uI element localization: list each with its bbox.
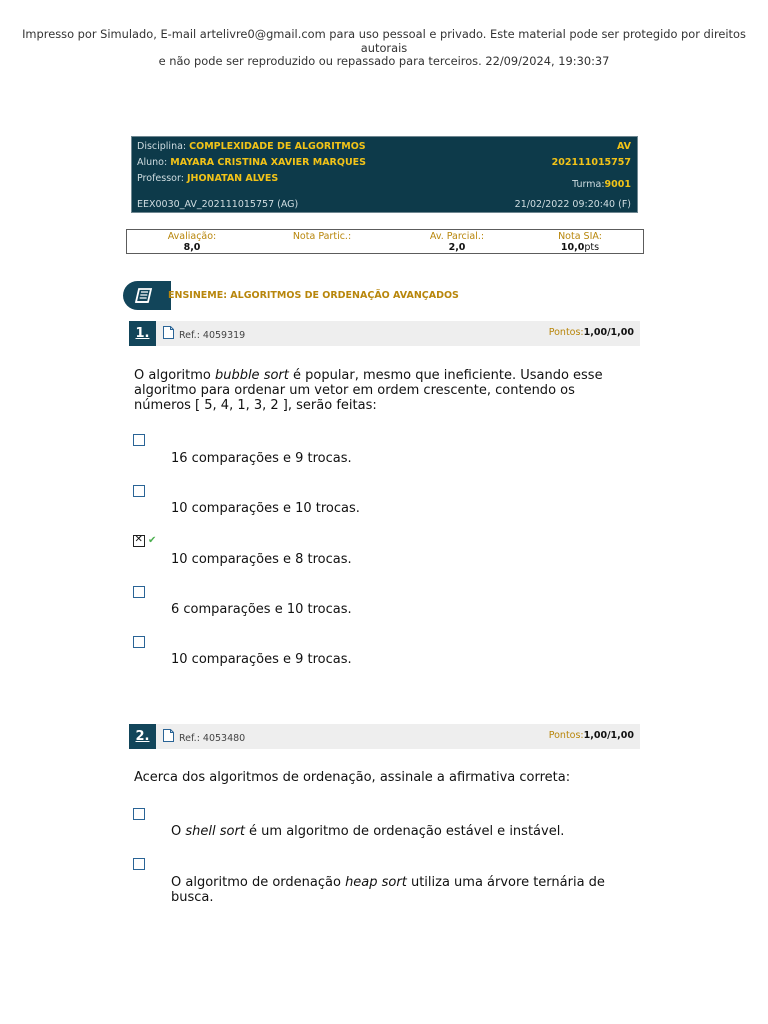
- grade-nota-partic-label: Nota Partic.:: [292, 231, 352, 242]
- disciplina-row: [137, 141, 366, 152]
- q1-option-3-checkbox[interactable]: [133, 535, 145, 547]
- watermark-line-1: Impresso por Simulado, E-mail artelivre0@gmail.com para uso pessoal e privado. Este material pode ser protegido por direitos autorais: [22, 27, 746, 55]
- disciplina-label: Disciplina:: [137, 141, 187, 152]
- q2-opt1-part: O: [171, 824, 186, 839]
- grade-av-parcial: [402, 232, 512, 253]
- q2-opt1-emphasis: shell sort: [185, 824, 245, 839]
- aluno-value: MAYARA CRISTINA XAVIER MARQUES: [170, 157, 366, 168]
- q1-option-2-checkbox[interactable]: [133, 485, 145, 497]
- nota-sia-unit: pts: [584, 241, 600, 253]
- q2-opt2-part: utiliza uma árvore ternária de busca.: [171, 875, 605, 905]
- disciplina-value: COMPLEXIDADE DE ALGORITMOS: [189, 141, 366, 152]
- grade-avaliacao-label: Avaliação:: [167, 231, 217, 242]
- q2-option-2-checkbox[interactable]: [133, 858, 145, 870]
- q2-option-1-text: [171, 824, 621, 839]
- points-value: 1,00/1,00: [583, 327, 634, 338]
- q2-opt2-emphasis: heap sort: [345, 875, 407, 890]
- exam-code: EEX0030_AV_202111015757 (AG): [137, 199, 299, 210]
- q1-text-part: é popular, mesmo que ineficiente. Usando esse algoritmo para ordenar um vetor em ordem crescente, contendo os números [ 5, 4, 1, 3, 2 ], serão feitas:: [134, 368, 603, 413]
- turma-label: Turma:: [572, 179, 605, 190]
- grades-table: [126, 229, 644, 254]
- question-1-ref: Ref.: 4059319: [179, 330, 246, 341]
- book-icon: [123, 281, 171, 310]
- q1-option-4-text: 6 comparações e 10 trocas.: [171, 602, 352, 617]
- q2-opt2-part: O algoritmo de ordenação: [171, 875, 346, 890]
- exam-header: [131, 136, 638, 213]
- grade-nota-sia: [525, 232, 635, 253]
- exam-type: AV: [616, 141, 631, 152]
- question-2-bar: [129, 724, 640, 749]
- grade-avaliacao: [137, 232, 247, 253]
- grade-av-parcial-label: Av. Parcial.:: [429, 231, 485, 242]
- points-label: Pontos:: [548, 327, 584, 338]
- question-1-points: [549, 327, 634, 338]
- grade-nota-partic: [267, 232, 377, 243]
- q1-option-2-text: 10 comparações e 10 trocas.: [171, 501, 360, 516]
- document-icon: [163, 729, 174, 742]
- exam-date: 21/02/2022 09:20:40 (F): [514, 199, 631, 210]
- q1-text-part: O algoritmo: [134, 368, 215, 383]
- question-2-text: Acerca dos algoritmos de ordenação, assinale a afirmativa correta:: [134, 770, 571, 785]
- watermark-line-2: e não pode ser reproduzido ou repassado para terceiros. 22/09/2024, 19:30:37: [158, 54, 610, 68]
- q2-option-1-checkbox[interactable]: [133, 808, 145, 820]
- question-2-ref: Ref.: 4053480: [179, 733, 246, 744]
- q2-option-2-text: [171, 875, 611, 905]
- professor-row: [137, 173, 278, 184]
- points-label: Pontos:: [548, 730, 584, 741]
- grade-nota-sia-label: Nota SIA:: [558, 231, 602, 242]
- q1-option-5-text: 10 comparações e 9 trocas.: [171, 652, 352, 667]
- grade-nota-sia-value: [525, 243, 635, 254]
- turma-value: 9001: [604, 179, 631, 190]
- aluno-label: Aluno:: [137, 157, 168, 168]
- professor-value: JHONATAN ALVES: [186, 173, 279, 184]
- topic-badge: [123, 281, 171, 310]
- question-1-number[interactable]: 1.: [129, 321, 156, 346]
- nota-sia-number: 10,0: [560, 241, 585, 253]
- q1-text-emphasis: bubble sort: [214, 368, 289, 383]
- turma-row: [572, 179, 631, 190]
- q2-opt1-part: é um algoritmo de ordenação estável e instável.: [244, 824, 565, 839]
- grade-av-parcial-value: 2,0: [448, 241, 466, 253]
- q1-option-1-text: 16 comparações e 9 trocas.: [171, 451, 352, 466]
- q1-option-5-checkbox[interactable]: [133, 636, 145, 648]
- q1-option-4-checkbox[interactable]: [133, 586, 145, 598]
- points-value: 1,00/1,00: [583, 730, 634, 741]
- question-2-points: [549, 730, 634, 741]
- topic-title: ENSINEME: ALGORITMOS DE ORDENAÇÃO AVANÇADOS: [168, 290, 459, 301]
- aluno-row: [137, 157, 366, 168]
- question-1-bar: [129, 321, 640, 346]
- question-2-number[interactable]: 2.: [129, 724, 156, 749]
- q1-option-1-checkbox[interactable]: [133, 434, 145, 446]
- matricula-value: 202111015757: [551, 157, 631, 168]
- question-1-text: [134, 368, 614, 413]
- q1-option-3-text: 10 comparações e 8 trocas.: [171, 552, 352, 567]
- print-watermark: [20, 28, 748, 69]
- professor-label: Professor:: [137, 173, 184, 184]
- grade-avaliacao-value: 8,0: [183, 241, 201, 253]
- correct-check-icon: ✔: [148, 535, 157, 546]
- document-icon: [163, 326, 174, 339]
